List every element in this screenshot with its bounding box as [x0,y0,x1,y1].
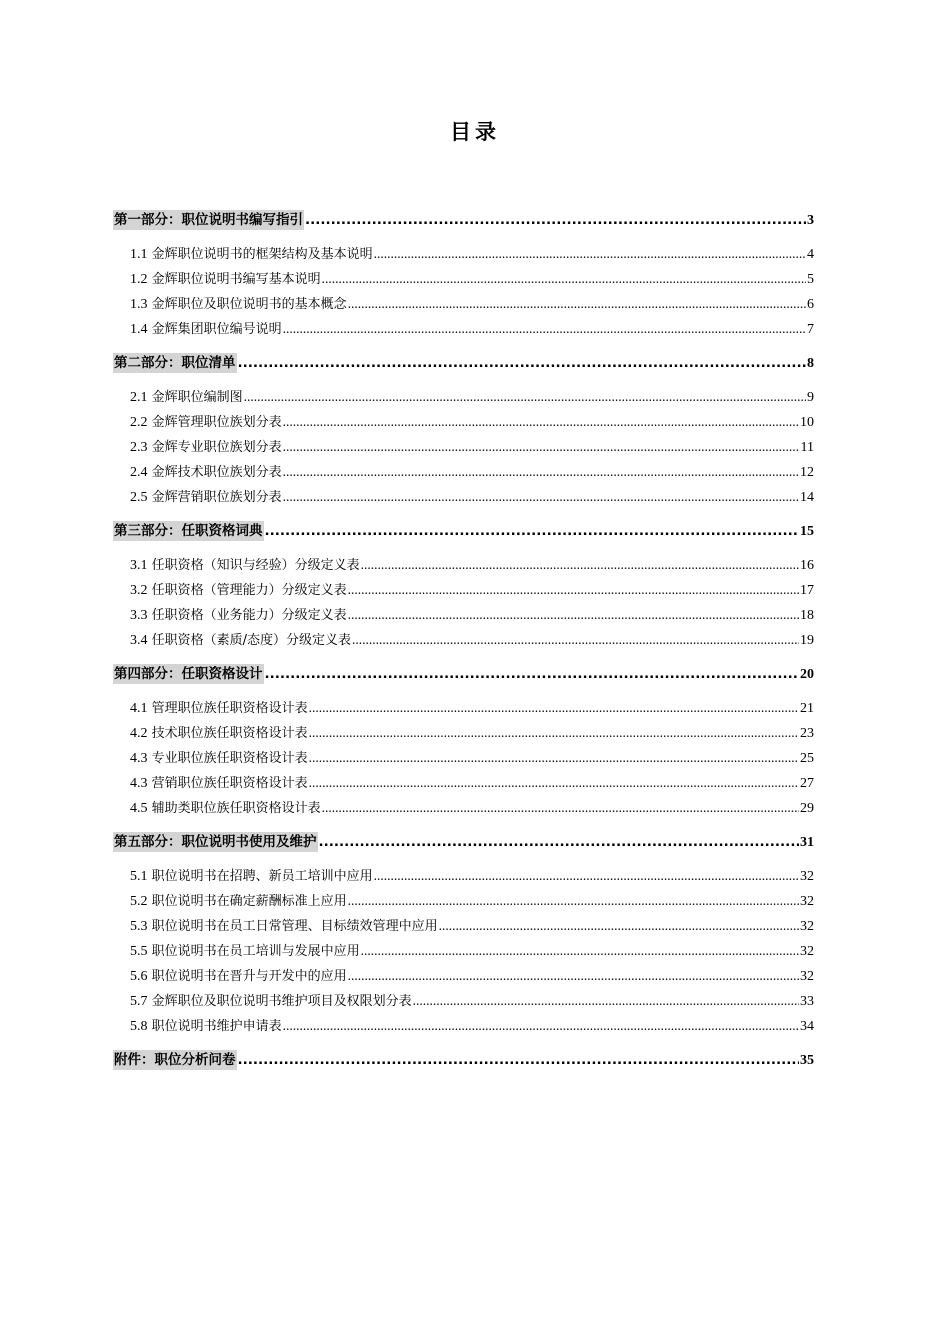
toc-subsection-entry[interactable] [113,698,814,723]
toc-subsection-number: 1.3 [130,297,148,312]
toc-subsection-page-number: 7 [807,322,814,337]
toc-subsection-page-number: 4 [807,247,814,262]
toc-section-entry[interactable] [113,832,814,854]
toc-subsection-title [130,967,347,987]
toc-subsection-entry[interactable] [113,966,814,991]
toc-subsection-number: 5.5 [130,944,148,959]
toc-subsection-number: 3.1 [130,558,148,573]
toc-subsection-page-number: 29 [800,801,814,816]
toc-section-entry[interactable] [113,210,814,232]
toc-subsection-label: 金辉职位及职位说明书维护项目及权限划分表 [151,994,412,1009]
toc-subsection-entry[interactable] [113,555,814,580]
toc-section-entry[interactable] [113,521,814,543]
toc-subsection-label: 职位说明书在确定薪酬标准上应用 [151,894,347,909]
toc-subsection-page-number: 32 [800,894,814,909]
toc-subsection-label: 金辉专业职位族划分表 [151,440,282,455]
toc-subsection-page-number: 19 [800,633,814,648]
toc-subsection-page-number: 18 [800,608,814,623]
toc-subsection-title [130,917,438,937]
toc-subsection-page-number: 32 [800,919,814,934]
toc-subsection-number: 4.1 [130,701,148,716]
toc-subsection-page-number: 23 [800,726,814,741]
toc-subsection-title [130,1017,282,1037]
toc-subsection-label: 金辉管理职位族划分表 [151,415,282,430]
toc-subsection-number: 5.2 [130,894,148,909]
toc-subsection-title [130,799,321,819]
toc-subsection-title [130,942,360,962]
toc-leader-dots [413,991,799,1011]
toc-subsection-title [130,867,373,887]
toc-subsection-page-number: 34 [800,1019,814,1034]
toc-subsection-title [130,556,360,576]
toc-section-page-number: 35 [800,1053,814,1068]
toc-leader-dots [348,966,799,986]
toc-subsection-entry[interactable] [113,866,814,891]
toc-subsection-entry[interactable] [113,916,814,941]
toc-subsection-label: 任职资格（知识与经验）分级定义表 [151,558,360,573]
toc-subsection-entry[interactable] [113,387,814,412]
toc-subsection-entry[interactable] [113,412,814,437]
toc-subsection-entry[interactable] [113,294,814,319]
toc-subsection-title [130,606,347,626]
toc-leader-dots [361,555,799,575]
toc-subsection-number: 4.5 [130,801,148,816]
toc-subsection-number: 3.4 [130,633,148,648]
toc-section-title: 第二部分：职位清单 [114,355,236,371]
toc-leader-dots [309,698,799,718]
toc-subsection-page-number: 17 [800,583,814,598]
toc-subsection-number: 4.2 [130,726,148,741]
toc-leader-dots [348,891,799,911]
toc-subsection-entry[interactable] [113,462,814,487]
toc-subsection-number: 5.6 [130,969,148,984]
toc-subsection-label: 职位说明书在员工培训与发展中应用 [151,944,360,959]
toc-subsection-page-number: 27 [800,776,814,791]
toc-subsection-page-number: 16 [800,558,814,573]
toc-leader-dots [283,487,799,507]
toc-subsection-number: 1.2 [130,272,148,287]
toc-subsection-label: 任职资格（管理能力）分级定义表 [151,583,347,598]
toc-leader-dots [283,437,800,457]
toc-leader-dots [238,353,807,373]
toc-subsection-title [130,699,308,719]
toc-subsection-number: 2.2 [130,415,148,430]
toc-subsection-title [130,413,282,433]
toc-subsection-entry[interactable] [113,748,814,773]
toc-subsection-number: 3.3 [130,608,148,623]
toc-section-title: 第四部分：任职资格设计 [114,666,263,682]
toc-leader-dots [352,630,799,650]
toc-subsection-entry[interactable] [113,991,814,1016]
toc-subsection-title [130,270,321,290]
toc-subsection-number: 5.1 [130,869,148,884]
toc-subsection-entry[interactable] [113,1016,814,1041]
toc-subsection-label: 专业职位族任职资格设计表 [151,751,308,766]
toc-subsection-entry[interactable] [113,773,814,798]
toc-subsection-page-number: 12 [800,465,814,480]
toc-leader-dots [374,244,806,264]
toc-subsection-number: 5.8 [130,1019,148,1034]
toc-subsection-title [130,992,412,1012]
toc-subsection-entry[interactable] [113,487,814,512]
toc-section-page-number: 20 [800,667,814,682]
toc-subsection-number: 2.1 [130,390,148,405]
toc-subsection-label: 职位说明书维护申请表 [151,1019,282,1034]
toc-subsection-number: 4.3 [130,751,148,766]
toc-subsection-entry[interactable] [113,580,814,605]
toc-section-page-number: 8 [807,356,814,371]
toc-leader-dots [265,521,800,541]
page-title: 目录 [450,120,500,144]
toc-leader-dots [244,387,806,407]
toc-subsection-title [130,631,351,651]
toc-subsection-page-number: 32 [800,944,814,959]
toc-subsection-label: 金辉职位及职位说明书的基本概念 [151,297,347,312]
toc-subsection-page-number: 21 [800,701,814,716]
toc-subsection-title [130,749,308,769]
toc-leader-dots [309,723,799,743]
toc-leader-dots [309,748,799,768]
toc-subsection-page-number: 32 [800,969,814,984]
table-of-contents [113,210,814,1084]
toc-leader-dots [309,773,799,793]
toc-subsection-label: 技术职位族任职资格设计表 [151,726,308,741]
toc-subsection-page-number: 25 [800,751,814,766]
toc-subsection-number: 5.7 [130,994,148,1009]
toc-leader-dots [283,319,806,339]
toc-subsection-label: 金辉集团职位编号说明 [151,322,282,337]
toc-subsection-entry[interactable] [113,269,814,294]
toc-subsection-label: 金辉职位说明书编写基本说明 [151,272,321,287]
toc-subsection-label: 职位说明书在员工日常管理、目标绩效管理中应用 [151,919,438,934]
toc-subsection-label: 营销职位族任职资格设计表 [151,776,308,791]
toc-subsection-label: 金辉技术职位族划分表 [151,465,282,480]
toc-subsection-label: 辅助类职位族任职资格设计表 [151,801,321,816]
toc-subsection-number: 2.5 [130,490,148,505]
toc-subsection-page-number: 10 [800,415,814,430]
toc-leader-dots [322,269,806,289]
toc-subsection-page-number: 33 [800,994,814,1009]
toc-subsection-title [130,320,282,340]
toc-subsection-page-number: 5 [807,272,814,287]
toc-subsection-title [130,463,282,483]
toc-leader-dots [283,462,799,482]
toc-subsection-number: 5.3 [130,919,148,934]
toc-subsection-entry[interactable] [113,244,814,269]
toc-leader-dots [319,832,800,852]
toc-leader-dots [238,1050,800,1070]
toc-subsection-entry[interactable] [113,941,814,966]
toc-subsection-label: 职位说明书在晋升与开发中的应用 [151,969,347,984]
toc-subsection-number: 1.4 [130,322,148,337]
toc-subsection-title [130,892,347,912]
toc-subsection-title [130,724,308,744]
toc-subsection-entry[interactable] [113,605,814,630]
toc-leader-dots [348,294,806,314]
toc-leader-dots [322,798,799,818]
toc-leader-dots [374,866,799,886]
toc-subsection-number: 2.4 [130,465,148,480]
toc-leader-dots [439,916,799,936]
toc-subsection-label: 金辉职位编制图 [151,390,243,405]
toc-leader-dots [348,605,799,625]
toc-subsection-label: 金辉职位说明书的框架结构及基本说明 [151,247,373,262]
toc-subsection-label: 任职资格（素质/态度）分级定义表 [151,633,352,648]
toc-subsection-entry[interactable] [113,798,814,823]
toc-subsection-title [130,245,373,265]
toc-subsection-label: 金辉营销职位族划分表 [151,490,282,505]
toc-section-title: 第一部分：职位说明书编写指引 [114,212,303,228]
toc-subsection-page-number: 14 [800,490,814,505]
toc-subsection-page-number: 32 [800,869,814,884]
toc-section-title: 第三部分：任职资格词典 [114,523,263,539]
toc-subsection-label: 职位说明书在招聘、新员工培训中应用 [151,869,373,884]
toc-section-entry[interactable] [113,353,814,375]
toc-subsection-entry[interactable] [113,319,814,344]
toc-subsection-title [130,774,308,794]
toc-leader-dots [305,210,806,230]
toc-leader-dots [361,941,799,961]
toc-subsection-entry[interactable] [113,891,814,916]
toc-subsection-title [130,438,282,458]
toc-section-page-number: 15 [800,524,814,539]
toc-subsection-entry[interactable] [113,630,814,655]
toc-subsection-number: 3.2 [130,583,148,598]
toc-subsection-number: 4.3 [130,776,148,791]
toc-subsection-title [130,581,347,601]
toc-subsection-page-number: 11 [800,440,814,455]
toc-subsection-number: 1.1 [130,247,148,262]
toc-subsection-label: 管理职位族任职资格设计表 [151,701,308,716]
toc-section-title: 第五部分：职位说明书使用及维护 [114,834,317,850]
toc-subsection-title [130,488,282,508]
toc-subsection-number: 2.3 [130,440,148,455]
toc-leader-dots [348,580,799,600]
toc-leader-dots [283,412,799,432]
toc-section-page-number: 31 [800,835,814,850]
toc-section-entry[interactable] [113,664,814,686]
toc-subsection-title [130,388,243,408]
toc-subsection-page-number: 9 [807,390,814,405]
toc-subsection-entry[interactable] [113,723,814,748]
toc-subsection-entry[interactable] [113,437,814,462]
toc-subsection-label: 任职资格（业务能力）分级定义表 [151,608,347,623]
toc-section-page-number: 3 [807,213,814,228]
toc-subsection-title [130,295,347,315]
toc-section-title: 附件：职位分析问卷 [114,1052,236,1068]
toc-subsection-page-number: 6 [807,297,814,312]
toc-leader-dots [265,664,800,684]
toc-section-entry[interactable] [113,1050,814,1072]
toc-leader-dots [283,1016,799,1036]
